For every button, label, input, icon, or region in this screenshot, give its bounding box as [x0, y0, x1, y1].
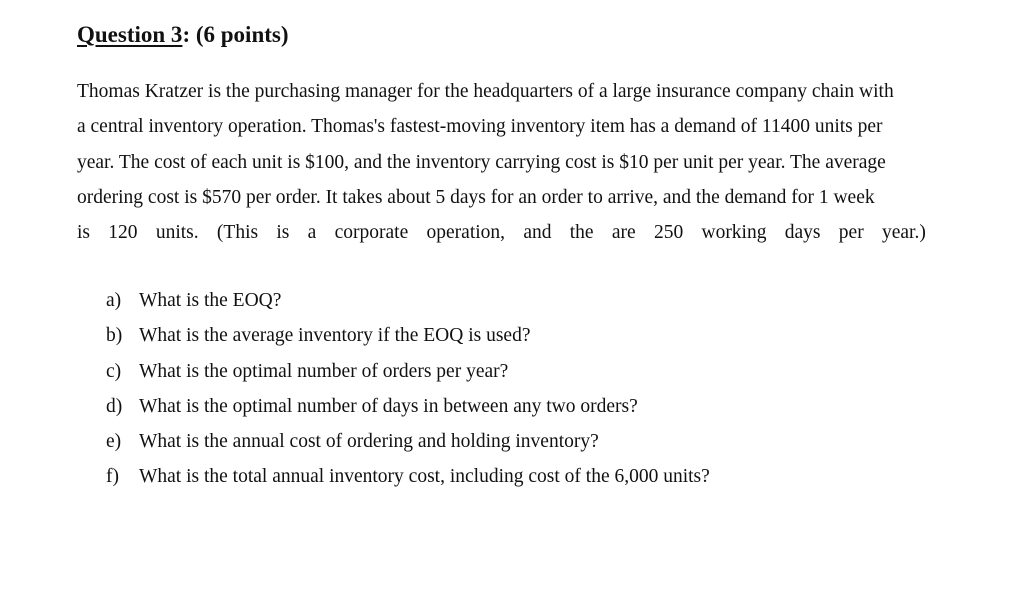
word: the — [569, 222, 594, 244]
word: are — [611, 222, 636, 244]
question-list — [106, 283, 710, 495]
word: year.) — [881, 222, 926, 244]
word: is — [276, 222, 290, 244]
word: per — [838, 222, 864, 244]
question-item-e — [106, 424, 710, 459]
word: working — [701, 222, 767, 244]
word: (This — [216, 222, 259, 244]
word: operation, — [426, 222, 506, 244]
word: corporate — [334, 222, 409, 244]
paragraph-line: a central inventory operation. Thomas's fastest-moving inventory item has a demand of 11400 units per — [77, 116, 883, 138]
question-points: : (6 points) — [182, 22, 289, 47]
word: is — [77, 222, 91, 244]
question-label: d) — [106, 395, 123, 417]
word: units. — [155, 222, 199, 244]
paragraph-line-justified — [77, 215, 926, 250]
paragraph-line: year. The cost of each unit is $100, and the inventory carrying cost is $10 per unit per year. The average — [77, 151, 886, 173]
question-label: b) — [106, 325, 123, 347]
question-text: What is the EOQ? — [139, 290, 282, 311]
question-label: a) — [106, 290, 122, 311]
problem-paragraph — [77, 74, 926, 250]
word: a — [307, 222, 317, 244]
question-item-c — [106, 354, 710, 389]
question-label: e) — [106, 431, 122, 453]
paragraph-line: ordering cost is $570 per order. It takes about 5 days for an order to arrive, and the demand for 1 week — [77, 186, 875, 208]
question-number: Question 3 — [77, 22, 183, 47]
question-item-f — [106, 459, 710, 494]
paragraph-line: Thomas Kratzer is the purchasing manager for the headquarters of a large insurance company chain with — [77, 81, 894, 102]
question-text: What is the optimal number of days in between any two orders? — [139, 395, 638, 417]
question-title — [77, 22, 289, 48]
word: 120 — [108, 222, 138, 244]
question-label: f) — [106, 466, 119, 488]
question-text: What is the average inventory if the EOQ is used? — [139, 325, 531, 347]
question-text: What is the annual cost of ordering and holding inventory? — [139, 431, 599, 453]
question-label: c) — [106, 360, 122, 382]
word: and — [523, 222, 552, 244]
word: days — [784, 222, 821, 244]
question-item-d — [106, 389, 710, 424]
question-item-b — [106, 318, 710, 353]
question-text: What is the total annual inventory cost, including cost of the 6,000 units? — [139, 466, 710, 488]
question-text: What is the optimal number of orders per year? — [139, 360, 509, 382]
question-item-a — [106, 283, 710, 318]
word: 250 — [653, 222, 684, 244]
